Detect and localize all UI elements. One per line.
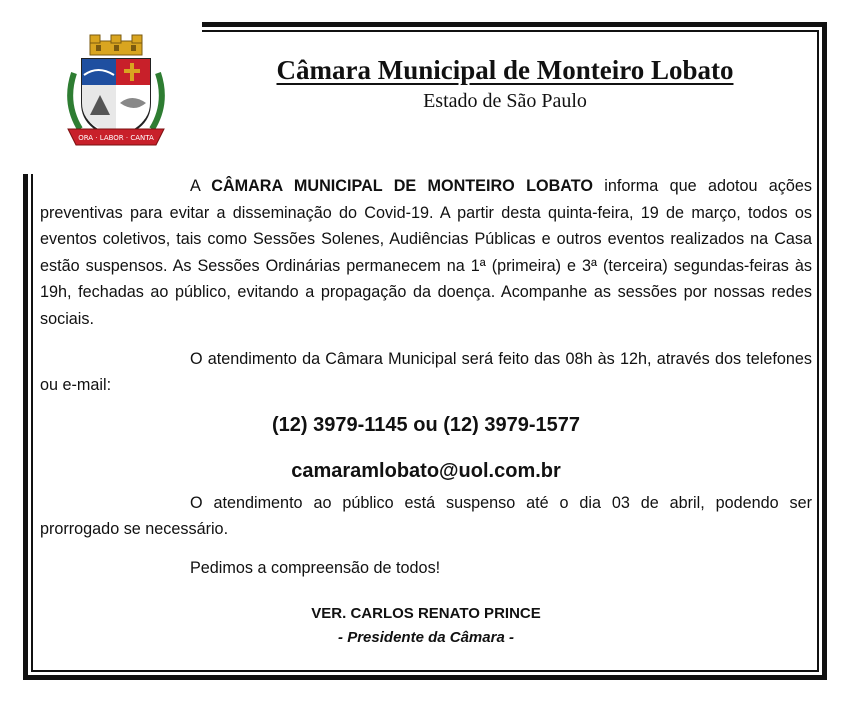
phone-numbers: (12) 3979-1145 ou (12) 3979-1577 [272, 413, 580, 436]
crest-motto: ORA · LABOR · CANTA [78, 134, 154, 142]
paragraph-service-hours: O atendimento da Câmara Municipal será feito das 08h às 12h, através dos telefones ou e-mail: [40, 349, 812, 395]
notice-body [40, 173, 812, 650]
page-title: Câmara Municipal de Monteiro Lobato [276, 55, 734, 85]
paragraph-suspension: O atendimento ao público está suspenso até o dia 03 de abril, podendo ser prorrogado se necessário. [40, 493, 812, 539]
contact-email: camaramlobato@uol.com.br [291, 459, 561, 482]
page-subtitle: Estado de São Paulo [423, 90, 587, 112]
signature-role: - Presidente da Câmara - [338, 628, 514, 646]
paragraph-closing: Pedimos a compreensão de todos! [190, 558, 441, 577]
signature-name: VER. CARLOS RENATO PRINCE [311, 604, 541, 622]
paragraph-announcement: A CÂMARA MUNICIPAL DE MONTEIRO LOBATO informa que adotou ações preventivas para evitar a disseminação do Covid-19. A partir desta quinta-feira, 19 de março, todos os eventos coletivos, tais como Sessões Solenes, Audiências Públicas e outros eventos realizados na Casa estão suspensos. As Sessões Ordinárias permanecem na 1ª (primeira) e 3ª (terceira) segundas-feiras às 19h, fechadas ao público, evitando a propagação da doença. Acompanhe as sessões por nossas redes sociais. [40, 177, 812, 328]
institution-name: CÂMARA MUNICIPAL DE MONTEIRO LOBATO [211, 177, 593, 195]
municipal-crest-icon [60, 33, 172, 153]
